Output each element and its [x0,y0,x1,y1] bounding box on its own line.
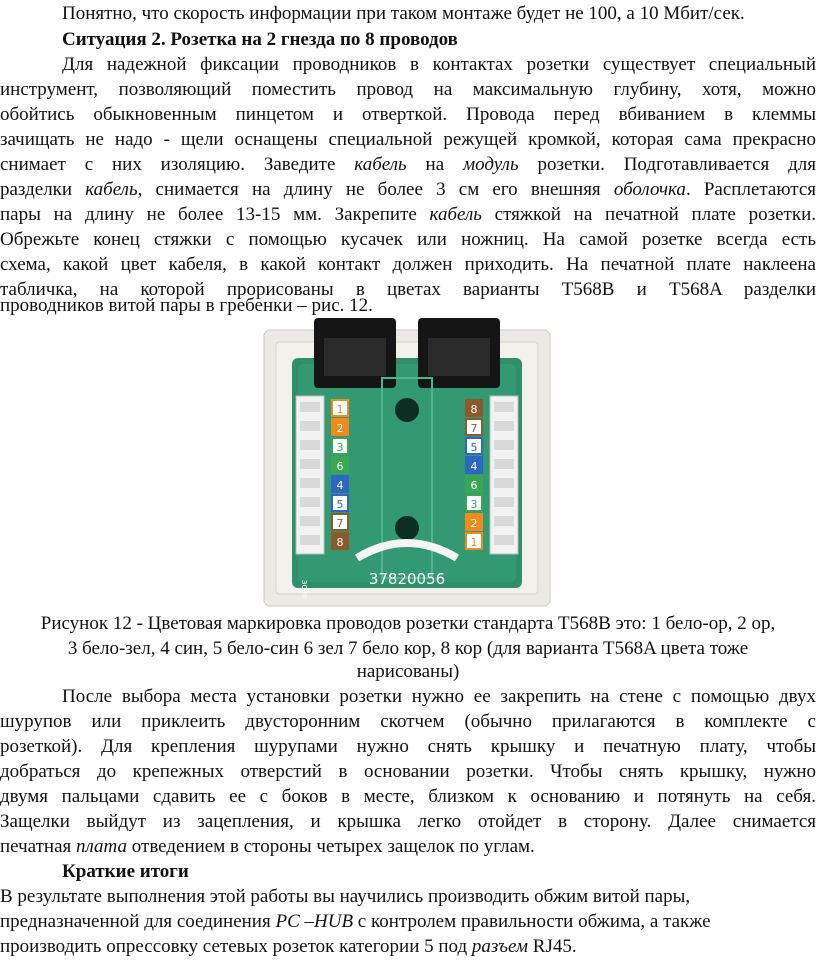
intro-line: Понятно, что скорость информации при таком монтаже будет не 100, а 10 Мбит/сек. [62,3,745,24]
pin-number-label: 1 [470,536,478,549]
section-heading: Ситуация 2. Розетка на 2 гнезда по 8 проводов [62,29,458,50]
para2-line: розеткой). Для крепления шурупами нужно снять крышку и печатную плату, чтобы [0,736,816,757]
socket-photo [262,318,552,608]
figure-caption: 3 бело-зел, 4 син, 5 бело-син 6 зел 7 бело кор, 8 кор (для варианта T568A цвета тоже [67,638,749,659]
pin-number-label: 2 [336,422,344,435]
para1-line: проводников витой пары в гребенки – рис. 12. [0,295,373,316]
pin-number-label: 5 [470,441,478,454]
summary-line: В результате выполнения этой работы вы научились производить обжим витой пары, [0,886,691,907]
mount-hole-top [395,398,419,422]
idc-slot [300,459,320,469]
idc-slot [300,535,320,545]
pin-number-label: 5 [336,498,344,511]
para2-line: Защелки выйдут из зацепления, и крышка легко отойдет в сторону. Далее снимается [0,811,816,832]
idc-slot [300,516,320,526]
pin-number-label: 7 [336,517,344,530]
pin-number-label: 6 [470,479,478,492]
idc-slot [300,497,320,507]
para1-line: обойтись обыкновенным пинцетом и отверткой. Провода перед вбиванием в клеммы [0,104,816,125]
para1-line: зачищать не надо - щели оснащены специальной режущей кромкой, которая сама прекрасно [0,129,816,150]
summary-heading: Краткие итоги [62,861,189,882]
idc-comb-left [296,396,324,554]
idc-slot [494,459,514,469]
para2-line: добраться до крепежных отверстий в основании розетки. Чтобы снять крышку, нужно [0,761,816,782]
para2-line: двумя пальцами сдавить ее с боков в месте, близком к основанию и потянуть на себя. [0,786,816,807]
pin-number-label: 8 [336,536,344,549]
summary-line: производить опрессовку сетевых розеток категории 5 под разъем RJ45. [0,936,577,957]
pin-number-label: 6 [336,460,344,473]
para2-line: После выбора места установки розетки нужно ее закрепить на стене с помощью двух [62,686,816,707]
idc-slot [300,478,320,488]
idc-slot [494,497,514,507]
para1-line: разделки кабель, снимается на длину не более 3 см его внешняя оболочка. Расплетаются [0,179,816,200]
pin-number-label: 7 [470,422,478,435]
para1-line: схема, какой цвет кабеля, в какой контакт должен приходить. На печатной плате наклеена [0,254,816,275]
idc-slot [494,535,514,545]
pin-number-label: 2 [470,517,478,530]
pin-number-label: 4 [470,460,478,473]
idc-slot [300,440,320,450]
mount-hole-bottom [395,516,419,540]
idc-slot [494,478,514,488]
idc-comb-right [490,396,518,554]
figure-caption: Рисунок 12 - Цветовая маркировка проводов розетки стандарта T568B это: 1 бело-ор, 2 ор, [40,613,776,634]
board-code: 37820056 [368,570,446,588]
pin-number-label: 8 [470,403,478,416]
idc-slot [494,421,514,431]
para1-line: снимает с них изоляцию. Заведите кабель на модуль розетки. Подготавливается для [0,154,816,175]
idc-slot [300,402,320,412]
para1-line: табличка, на которой прорисованы в цветах варианты T568B и T568A разделки [0,279,816,300]
idc-slot [494,440,514,450]
pin-number-label: 3 [336,441,344,454]
idc-slot [494,516,514,526]
para1-line: пары на длину не более 13-15 мм. Закрепите кабель стяжкой на печатной плате розетки. [0,204,816,225]
para1-line: Для надежной фиксации проводников в контактах розетки существует специальный [62,54,816,75]
summary-line: предназначенной для соединения PC –HUB с контролем правильности обжима, а также [0,911,711,932]
pin-number-label: 4 [336,479,344,492]
para2-line: печатная плата отведением в стороны четырех защелок по углам. [0,836,535,857]
para2-line: шурупов или приклеить двусторонним скотчем (обычно прилагаются в комплекте с [0,711,816,732]
para1-line: инструмент, позволяющий поместить провод на максимальную глубину, хотя, можно [0,79,816,100]
pin-number-label: 3 [470,498,478,511]
para1-line: Обрежьте конец стяжки с помощью кусачек или ножниц. На самой розетке всегда есть [0,229,816,250]
idc-slot [494,402,514,412]
figure-caption: нарисованы) [356,661,460,682]
pin-number-label: 1 [336,403,344,416]
board-small-text: ЗC00 [300,580,308,599]
idc-slot [300,421,320,431]
